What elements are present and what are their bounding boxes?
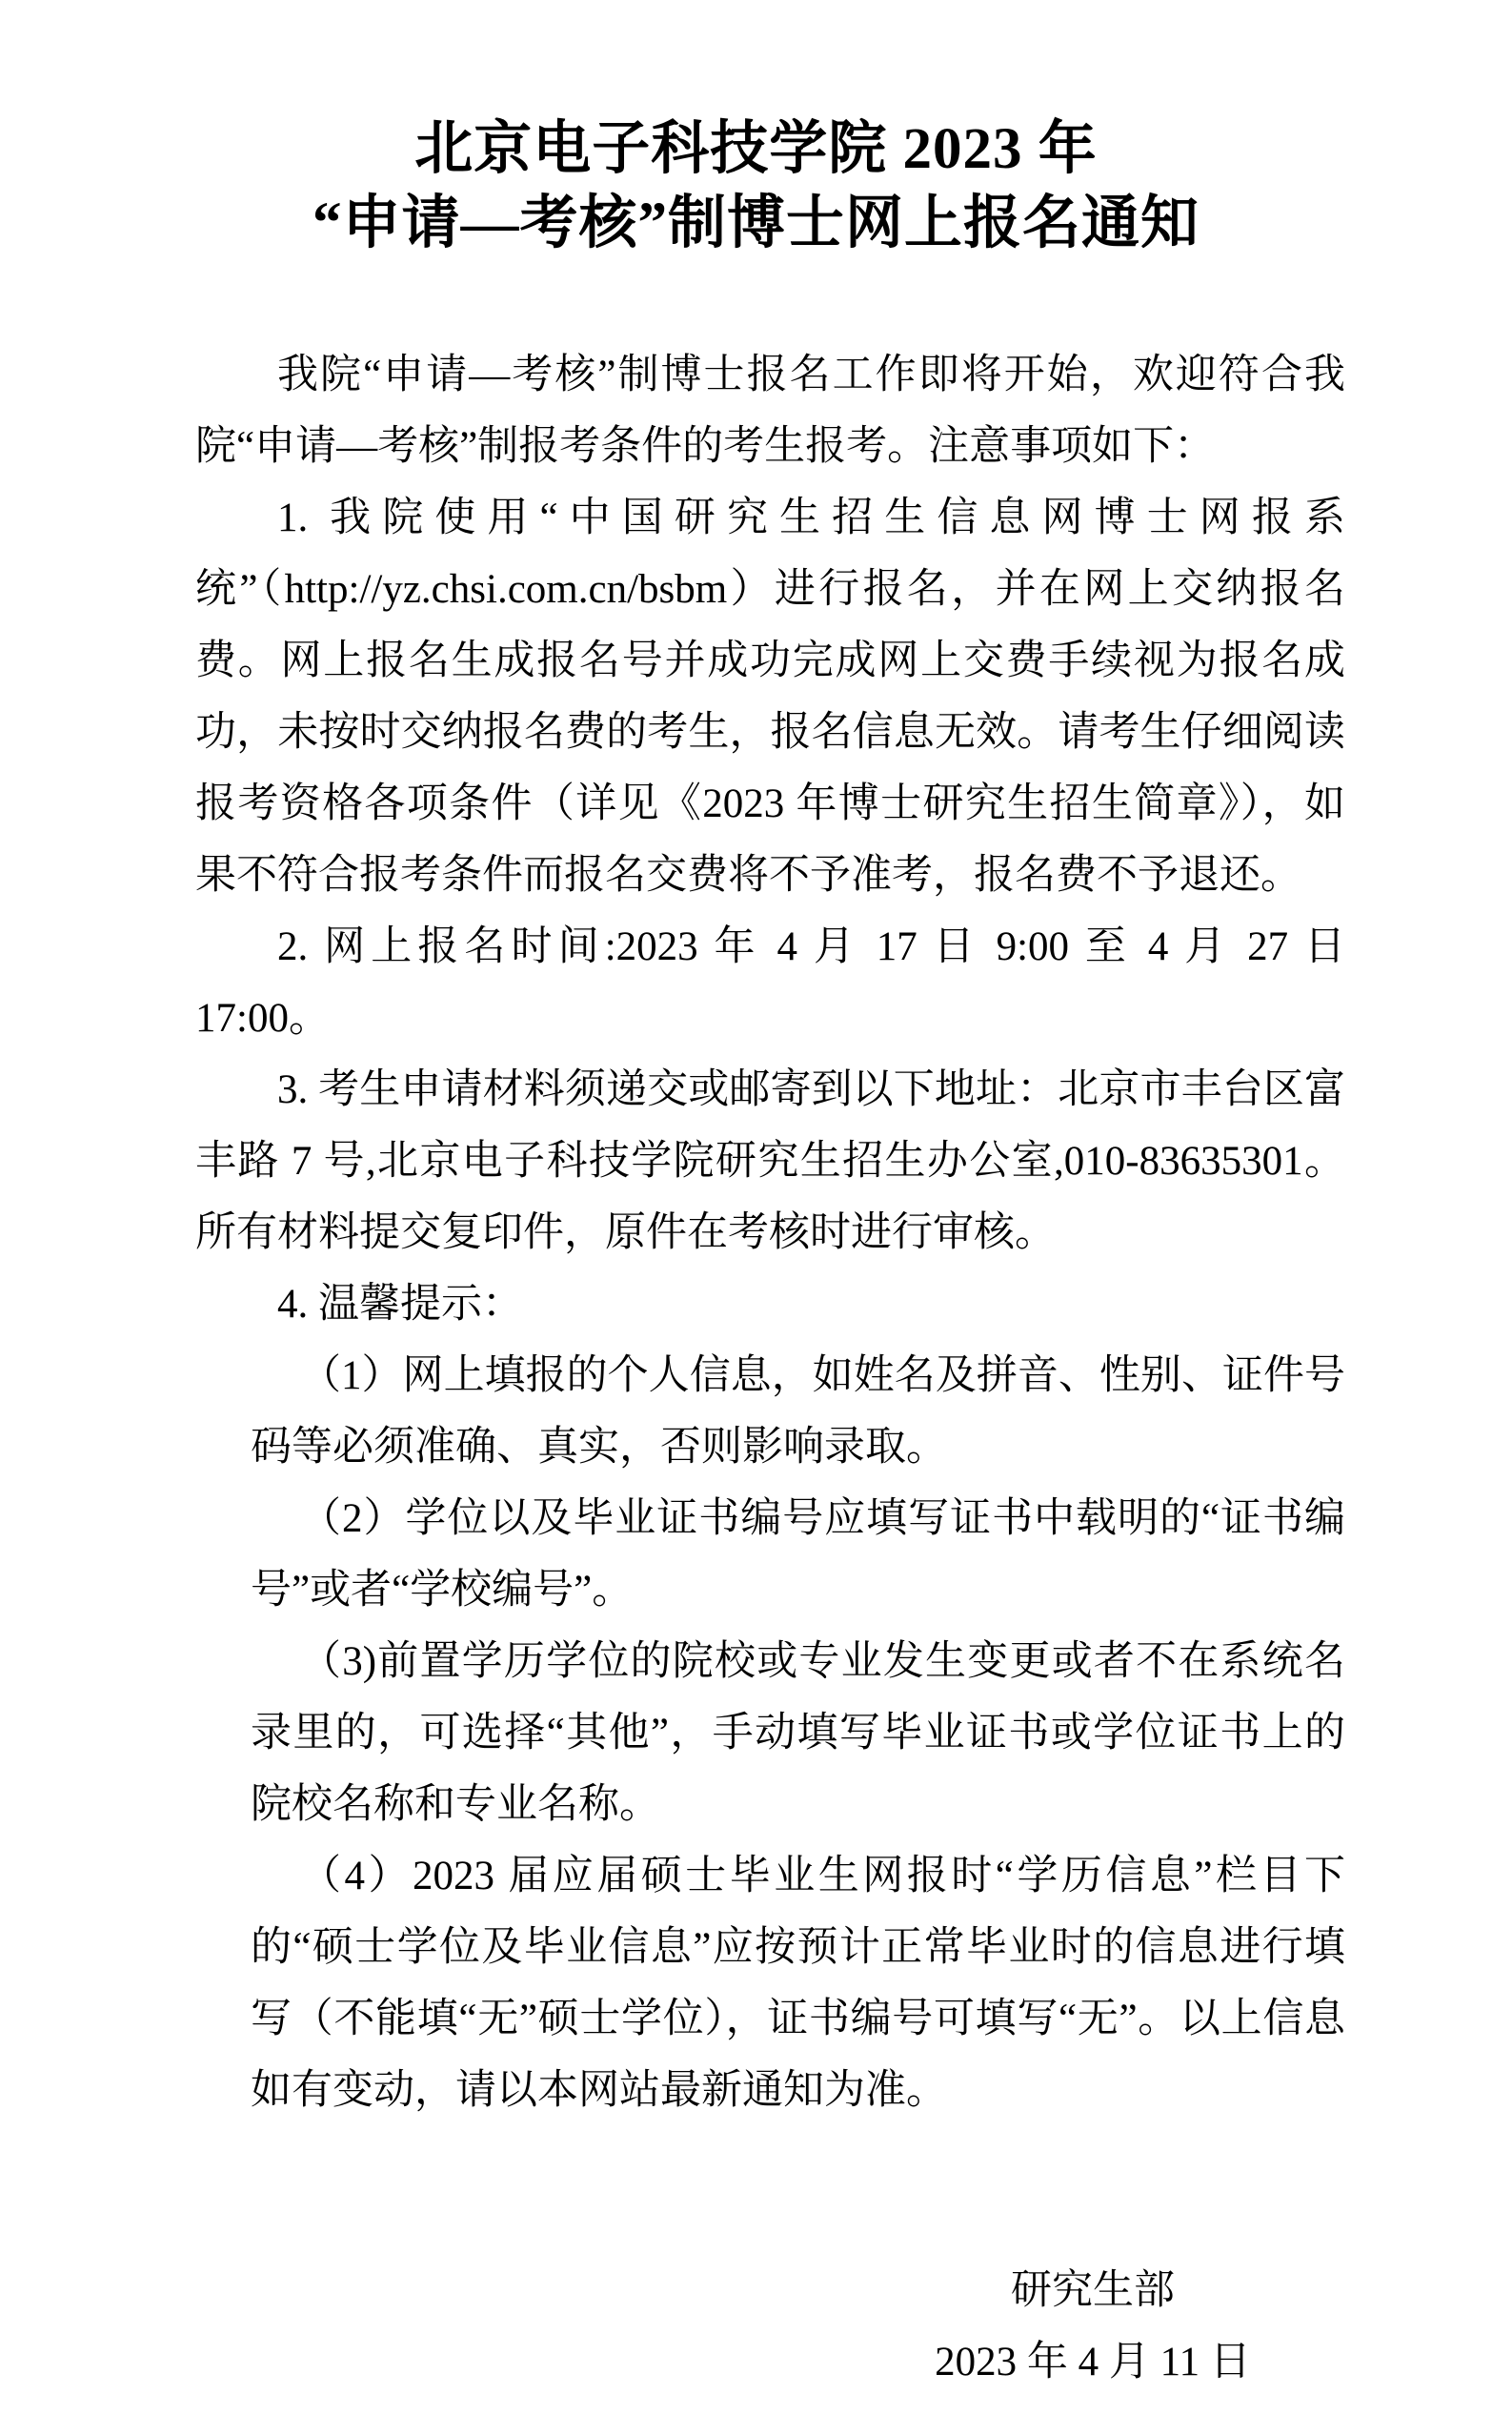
intro-paragraph: 我院“申请—考核”制博士报名工作即将开始，欢迎符合我院“申请—考核”制报考条件的考生报考。注意事项如下：: [195, 353, 1345, 469]
title-line-2: “申请—考核”制博士网上报名通知: [312, 192, 1200, 255]
item-3-paragraph: 3. 考生申请材料须递交或邮寄到以下地址：北京市丰台区富丰路 7 号,北京电子科技学院研究生招生办公室,010-83635301。所有材料提交复印件，原件在考核时进行审核。: [195, 1067, 1345, 1255]
title-line-1: 北京电子科技学院 2023 年: [414, 117, 1098, 181]
tip-2-paragraph: （2）学位以及毕业证书编号应填写证书中载明的“证书编号”或者“学校编号”。: [251, 1496, 1345, 1613]
tip-4-paragraph: （4）2023 届应届硕士毕业生网报时“学历信息”栏目下的“硕士学位及毕业信息”应按预计正常毕业时的信息进行填写（不能填“无”硕士学位），证书编号可填写“无”。以上信息如有变动，请以本网站最新通知为准。: [251, 1854, 1345, 2113]
signature-block: [759, 2255, 1426, 2398]
item-1-paragraph: 1. 我院使用“中国研究生招生信息网博士网报系统”（http://yz.chsi.com.cn/bsbm）进行报名，并在网上交纳报名费。网上报名生成报名号并成功完成网上交费手续视为报名成功，未按时交纳报名费的考生，报名信息无效。请考生仔细阅读报考资格各项条件（详见《2023 年博士研究生招生简章》），如果不符合报考条件而报名交费将不予准考，报名费不予退还。: [195, 496, 1345, 898]
document-body: [195, 339, 1345, 2126]
tip-1-paragraph: （1）网上填报的个人信息，如姓名及拼音、性别、证件号码等必须准确、真实，否则影响录取。: [251, 1353, 1345, 1470]
item-4-heading: 4. 温馨提示：: [277, 1282, 523, 1327]
signature-date: 2023 年 4 月 11 日: [935, 2340, 1251, 2384]
signature-department: 研究生部: [1011, 2268, 1175, 2313]
item-2-paragraph: 2. 网上报名时间:2023 年 4 月 17 日 9:00 至 4 月 27 日 17:00。: [195, 924, 1345, 1041]
tip-3-paragraph: （3)前置学历学位的院校或专业发生变更或者不在系统名录里的，可选择“其他”，手动填写毕业证书或学位证书上的院校名称和专业名称。: [251, 1639, 1345, 1827]
document-title: [0, 0, 1512, 261]
